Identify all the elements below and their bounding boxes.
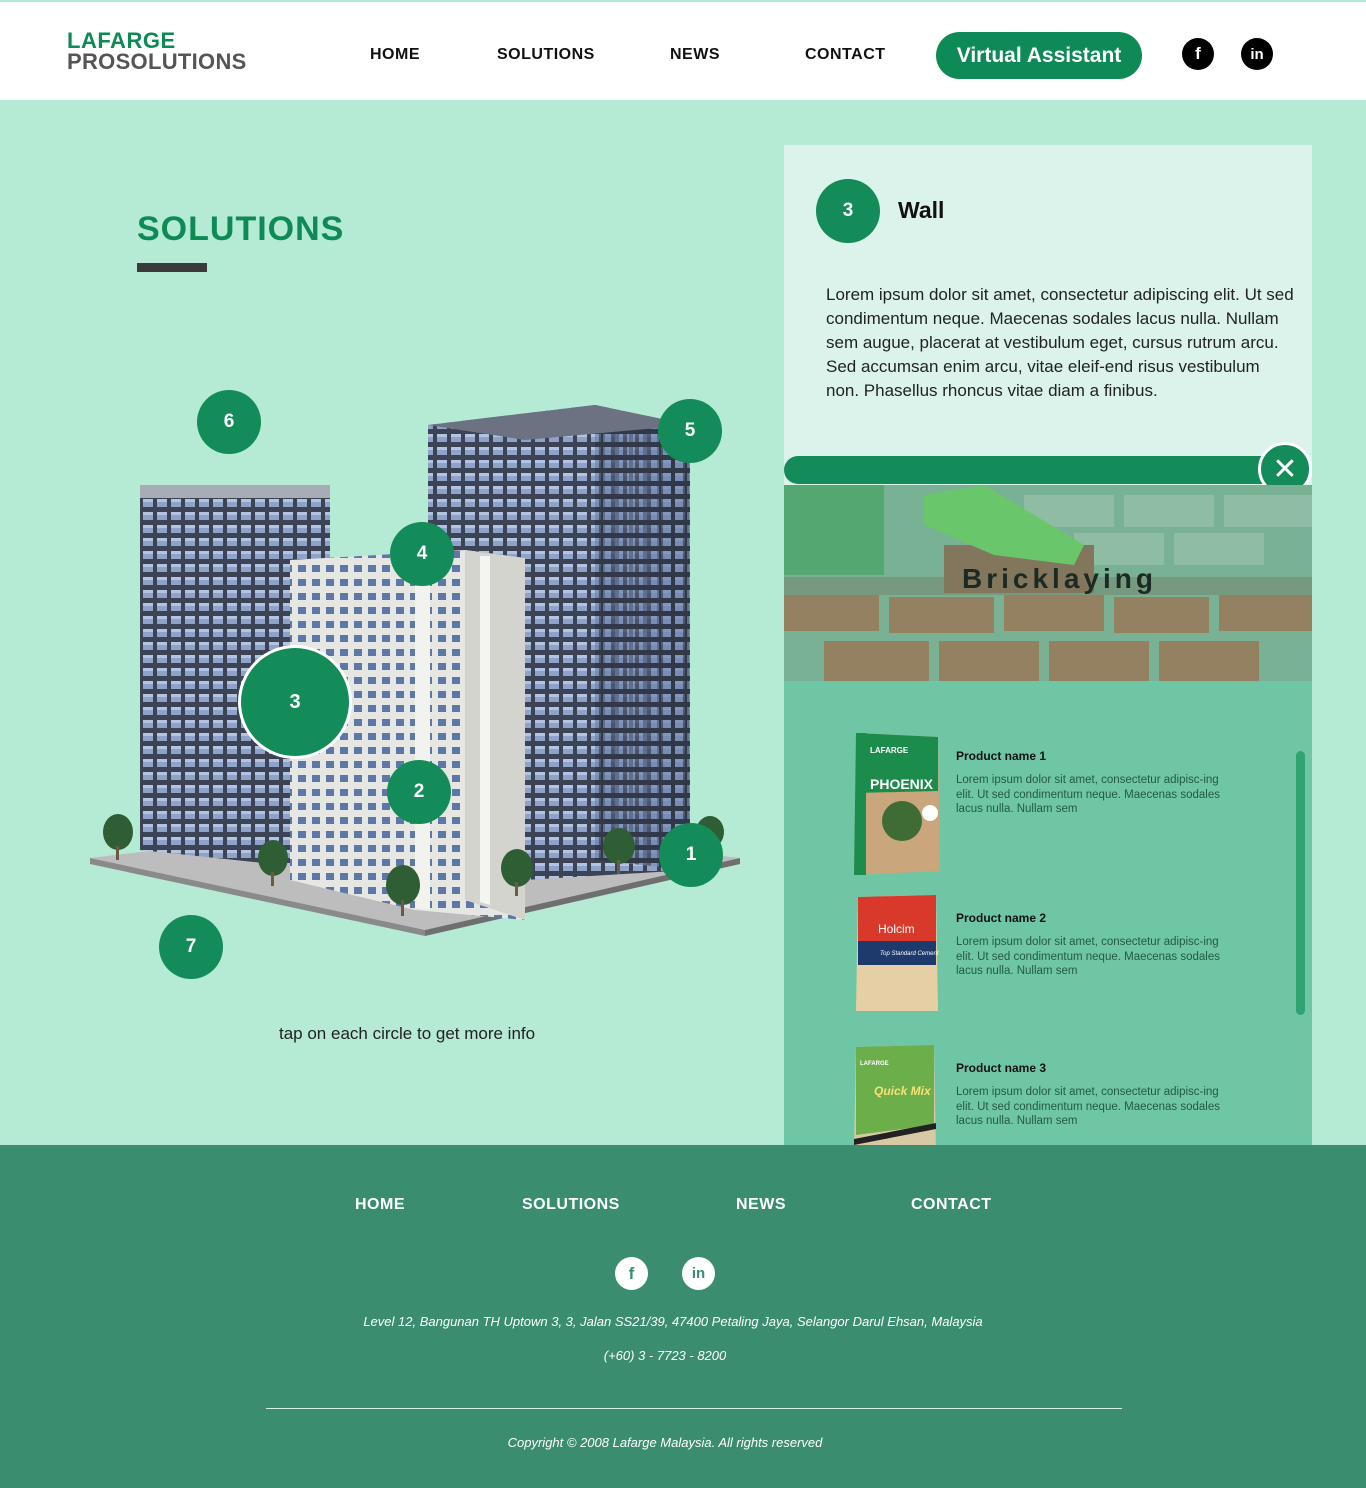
product-2-name: Product name 2 <box>956 911 1047 925</box>
virtual-assistant-button[interactable]: Virtual Assistant <box>936 32 1142 79</box>
product-3-image <box>852 1043 942 1145</box>
hotspot-1[interactable]: 1 <box>659 823 723 887</box>
footer-nav-solutions[interactable]: SOLUTIONS <box>522 1196 620 1213</box>
site-footer <box>0 1145 1366 1488</box>
panel-number-badge: 3 <box>816 179 880 243</box>
nav-solutions[interactable]: SOLUTIONS <box>497 46 595 63</box>
brand-line1: LAFARGE <box>67 28 176 53</box>
hotspot-4[interactable]: 4 <box>390 522 454 586</box>
banner-label: Bricklaying <box>962 563 1157 594</box>
hotspot-3[interactable]: 3 <box>238 645 352 759</box>
product-1-bag-name: PHOENIX <box>870 776 934 792</box>
product-3-description: Lorem ipsum dolor sit amet, consectetur adipisc-ing elit. Ut sed condimentum neque. Maecenas sodales lacus nulla. Nullam sem <box>956 1086 1221 1127</box>
product-1-image <box>852 731 942 876</box>
hotspot-5[interactable]: 5 <box>658 399 722 463</box>
title-underline <box>137 263 207 272</box>
product-list-scrollbar[interactable] <box>1296 751 1305 1015</box>
product-1-bag-brand: LAFARGE <box>870 746 909 755</box>
panel-description: Lorem ipsum dolor sit amet, consectetur adipiscing elit. Ut sed condimentum neque. Maecenas sodales lacus nulla. Nullam sem augue, placerat at vestibulum eget, cursus rutrum arcu. Sed accumsan enim arcu, vitae eleif-end risus vestibulum non. Phasellus rhoncus vitae diam a finibus. <box>826 285 1294 400</box>
footer-nav-news[interactable]: NEWS <box>736 1196 786 1213</box>
facebook-icon[interactable]: f <box>1182 38 1214 70</box>
nav-contact[interactable]: CONTACT <box>805 46 886 63</box>
close-icon[interactable]: ✕ <box>1258 442 1312 496</box>
product-3-bag-brand: LAFARGE <box>860 1061 889 1067</box>
footer-copyright: Copyright © 2008 Lafarge Malaysia. All rights reserved <box>507 1435 823 1450</box>
linkedin-icon[interactable]: in <box>682 1257 715 1290</box>
hotspot-6[interactable]: 6 <box>197 390 261 454</box>
product-list <box>784 681 1312 1145</box>
nav-home[interactable]: HOME <box>370 46 420 63</box>
brand-logo[interactable] <box>67 30 247 73</box>
footer-address: Level 12, Bangunan TH Uptown 3, 3, Jalan SS21/39, 47400 Petaling Jaya, Selangor Darul Ehsan, Malaysia <box>363 1314 983 1329</box>
hotspot-7[interactable]: 7 <box>159 915 223 979</box>
product-3-bag-name: Quick Mix <box>874 1084 931 1098</box>
tap-hint: tap on each circle to get more info <box>279 1024 536 1043</box>
footer-nav-home[interactable]: HOME <box>355 1196 405 1213</box>
page-title: SOLUTIONS <box>137 210 345 248</box>
nav-news[interactable]: NEWS <box>670 46 720 63</box>
product-2-bag-brand: Holcim <box>878 922 915 936</box>
panel-strip <box>784 456 1284 484</box>
site-header <box>0 0 1366 100</box>
product-3-name: Product name 3 <box>956 1061 1047 1075</box>
product-2-bag-name: Top Standard Cement <box>880 951 939 957</box>
hotspot-2[interactable]: 2 <box>387 760 451 824</box>
brand-line2: PROSOLUTIONS <box>67 49 247 74</box>
footer-phone: (+60) 3 - 7723 - 8200 <box>603 1348 727 1363</box>
panel-title: Wall <box>898 197 945 223</box>
product-1-description: Lorem ipsum dolor sit amet, consectetur adipisc-ing elit. Ut sed condimentum neque. Maecenas sodales lacus nulla. Nullam sem <box>956 774 1221 815</box>
solution-detail-panel <box>784 145 1312 1145</box>
buildings-graphic <box>85 380 755 950</box>
buildings-illustration <box>85 380 755 950</box>
footer-nav-contact[interactable]: CONTACT <box>911 1196 992 1213</box>
facebook-icon[interactable]: f <box>615 1257 648 1290</box>
bricklaying-banner <box>784 485 1312 681</box>
linkedin-icon[interactable]: in <box>1241 38 1273 70</box>
product-1-name: Product name 1 <box>956 749 1047 763</box>
product-2-image <box>852 893 942 1013</box>
footer-divider <box>266 1408 1122 1409</box>
product-2-description: Lorem ipsum dolor sit amet, consectetur adipisc-ing elit. Ut sed condimentum neque. Maecenas sodales lacus nulla. Nullam sem <box>956 936 1221 977</box>
